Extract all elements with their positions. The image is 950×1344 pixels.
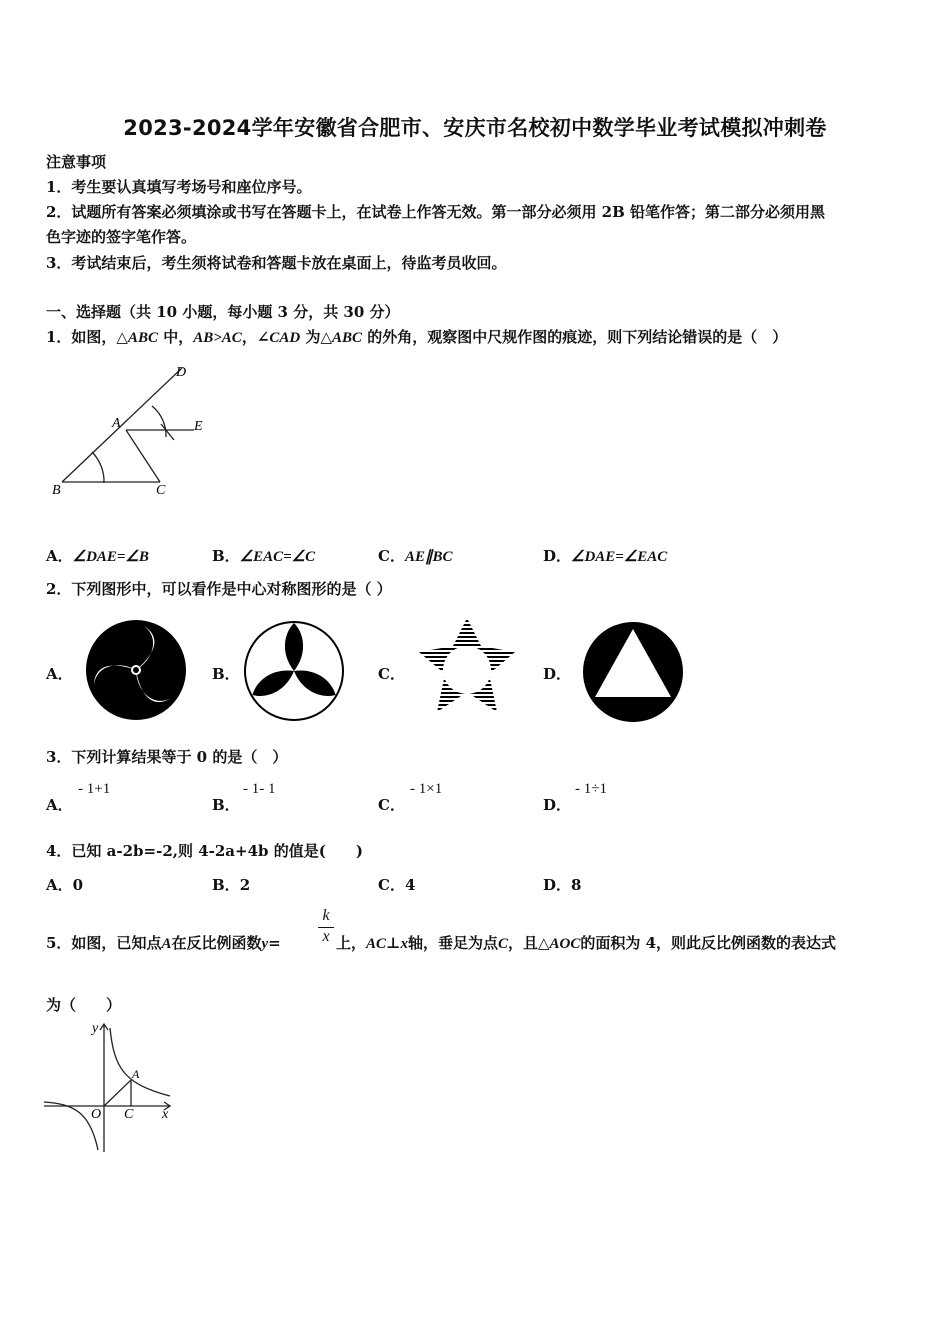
q5-text-3: 上， <box>336 934 367 952</box>
q2-stem: 2．下列图形中，可以看作是中心对称图形的是（ ） <box>46 580 392 598</box>
q5-text-6: 的面积为 4，则此反比例函数的表达式 <box>580 934 837 952</box>
q5-point-c: C <box>497 936 508 952</box>
q3-option-c-expr: - 1×1 <box>410 781 443 797</box>
q5-point-a: A <box>161 936 172 952</box>
q5-figure <box>44 1018 184 1158</box>
q1-text-3: ，∠ <box>241 328 270 346</box>
q4-option-a-label: A． <box>46 876 73 894</box>
q4-option-a[interactable] <box>46 874 83 895</box>
notice-item-1: 1．考生要认真填写考场号和座位序号。 <box>46 178 312 196</box>
q4-option-d-label: D． <box>543 876 572 894</box>
q5-label-c: C <box>124 1107 134 1122</box>
q1-ab-ac: AB>AC <box>193 330 242 346</box>
q1-option-c-label: C． <box>378 547 405 565</box>
q1-label-a: A <box>112 416 121 431</box>
q1-label-b: B <box>52 483 61 498</box>
notice-item-2: 2．试题所有答案必须填涂或书写在答题卡上，在试卷上作答无效。第一部分必须用 2B 铅笔作答；第二部分必须用黑 <box>46 203 826 221</box>
q2-figure-c <box>412 616 522 720</box>
q1-option-d-label: D． <box>543 547 572 565</box>
q2-figure-a <box>84 618 188 722</box>
q5-ac: AC <box>366 936 387 952</box>
q5-fraction-k: k <box>322 907 330 924</box>
q4-option-c-value: 4 <box>404 876 416 894</box>
q3-option-b-expr: - 1- 1 <box>243 781 276 797</box>
q1-text-5: 的外角，观察图中尺规作图的痕迹，则下列结论错误的是（ ） <box>362 328 788 346</box>
q1-text-2: 中， <box>158 328 194 346</box>
q3-option-a-expr: - 1+1 <box>78 781 111 797</box>
q3-option-d-label[interactable]: D． <box>543 796 572 814</box>
q4-option-b-value: 2 <box>239 876 251 894</box>
q1-stem <box>46 327 787 348</box>
notice-item-3: 3．考试结束后，考生须将试卷和答题卡放在桌面上，待监考员收回。 <box>46 254 507 272</box>
q5-x-axis: x <box>400 936 408 952</box>
q5-y: y <box>261 936 269 952</box>
q1-cad: CAD <box>269 330 301 346</box>
q5-label-x: x <box>162 1107 169 1122</box>
q1-abc-2: ABC <box>332 330 363 346</box>
q3-option-b-label[interactable]: B． <box>212 796 240 814</box>
q1-option-b-label: B． <box>212 547 240 565</box>
q4-option-c-label: C． <box>378 876 405 894</box>
q4-option-a-value: 0 <box>72 876 84 894</box>
q2-option-b-label[interactable]: B． <box>212 665 240 683</box>
q2-option-c-label[interactable]: C． <box>378 665 405 683</box>
q1-option-c[interactable] <box>378 545 452 566</box>
q1-label-e: E <box>194 419 203 434</box>
q1-option-a-text: ∠DAE=∠B <box>72 549 149 565</box>
q5-fraction <box>318 907 334 946</box>
q1-option-d[interactable] <box>543 545 667 566</box>
section-heading: 一、选择题（共 10 小题，每小题 3 分，共 30 分） <box>46 303 400 321</box>
q5-text-1: 5．如图，已知点 <box>46 934 162 952</box>
q5-stem-part-1 <box>46 933 281 954</box>
q1-option-b-text: ∠EAC=∠C <box>239 549 316 565</box>
q5-stem-cont: 为（ ） <box>46 996 122 1014</box>
q1-label-d: D <box>176 365 187 380</box>
notice-heading: 注意事项 <box>46 153 107 171</box>
q1-label-c: C <box>156 483 166 498</box>
q5-perp: ⊥ <box>386 934 401 952</box>
q5-eq: = <box>268 934 281 952</box>
q2-option-d-label[interactable]: D． <box>543 665 572 683</box>
q4-option-b-label: B． <box>212 876 240 894</box>
page-title: 2023-2024学年安徽省合肥市、安庆市名校初中数学毕业考试模拟冲刺卷 <box>123 116 827 140</box>
q1-abc: ABC <box>127 330 158 346</box>
q1-option-a-label: A． <box>46 547 73 565</box>
q5-label-o: O <box>91 1107 102 1122</box>
q4-option-c[interactable] <box>378 874 415 895</box>
q1-figure <box>44 360 224 505</box>
q4-option-b[interactable] <box>212 874 250 895</box>
q3-option-a-label[interactable]: A． <box>46 796 73 814</box>
q2-option-a-label[interactable]: A． <box>46 665 73 683</box>
q3-option-d-expr: - 1÷1 <box>575 781 607 797</box>
q5-label-y: y <box>92 1021 99 1036</box>
q5-text-5: ，且△ <box>507 934 550 952</box>
q5-label-a: A <box>132 1067 140 1081</box>
q3-option-c-label[interactable]: C． <box>378 796 405 814</box>
q1-option-a[interactable] <box>46 545 149 566</box>
q1-option-d-text: ∠DAE=∠EAC <box>571 549 668 565</box>
q5-aoc: AOC <box>549 936 581 952</box>
q4-option-d[interactable] <box>543 874 581 895</box>
q1-text-1: 1．如图，△ <box>46 328 128 346</box>
q5-fraction-x: x <box>318 927 334 946</box>
q3-stem: 3．下列计算结果等于 0 的是（ ） <box>46 748 288 766</box>
q5-text-2: 在反比例函数 <box>171 934 262 952</box>
q4-option-d-value: 8 <box>571 876 582 894</box>
q5-stem-part-2 <box>336 933 836 954</box>
q4-stem: 4．已知 a-2b=-2,则 4-2a+4b 的值是( ) <box>46 842 363 860</box>
q1-option-b[interactable] <box>212 545 315 566</box>
q1-text-4: 为△ <box>300 328 332 346</box>
notice-item-2-cont: 色字迹的签字笔作答。 <box>46 228 197 246</box>
q2-figure-d <box>581 620 685 724</box>
q2-figure-b <box>242 619 346 723</box>
q5-text-4: 轴，垂足为点 <box>407 934 498 952</box>
q1-option-c-text: AE∥BC <box>404 549 453 565</box>
